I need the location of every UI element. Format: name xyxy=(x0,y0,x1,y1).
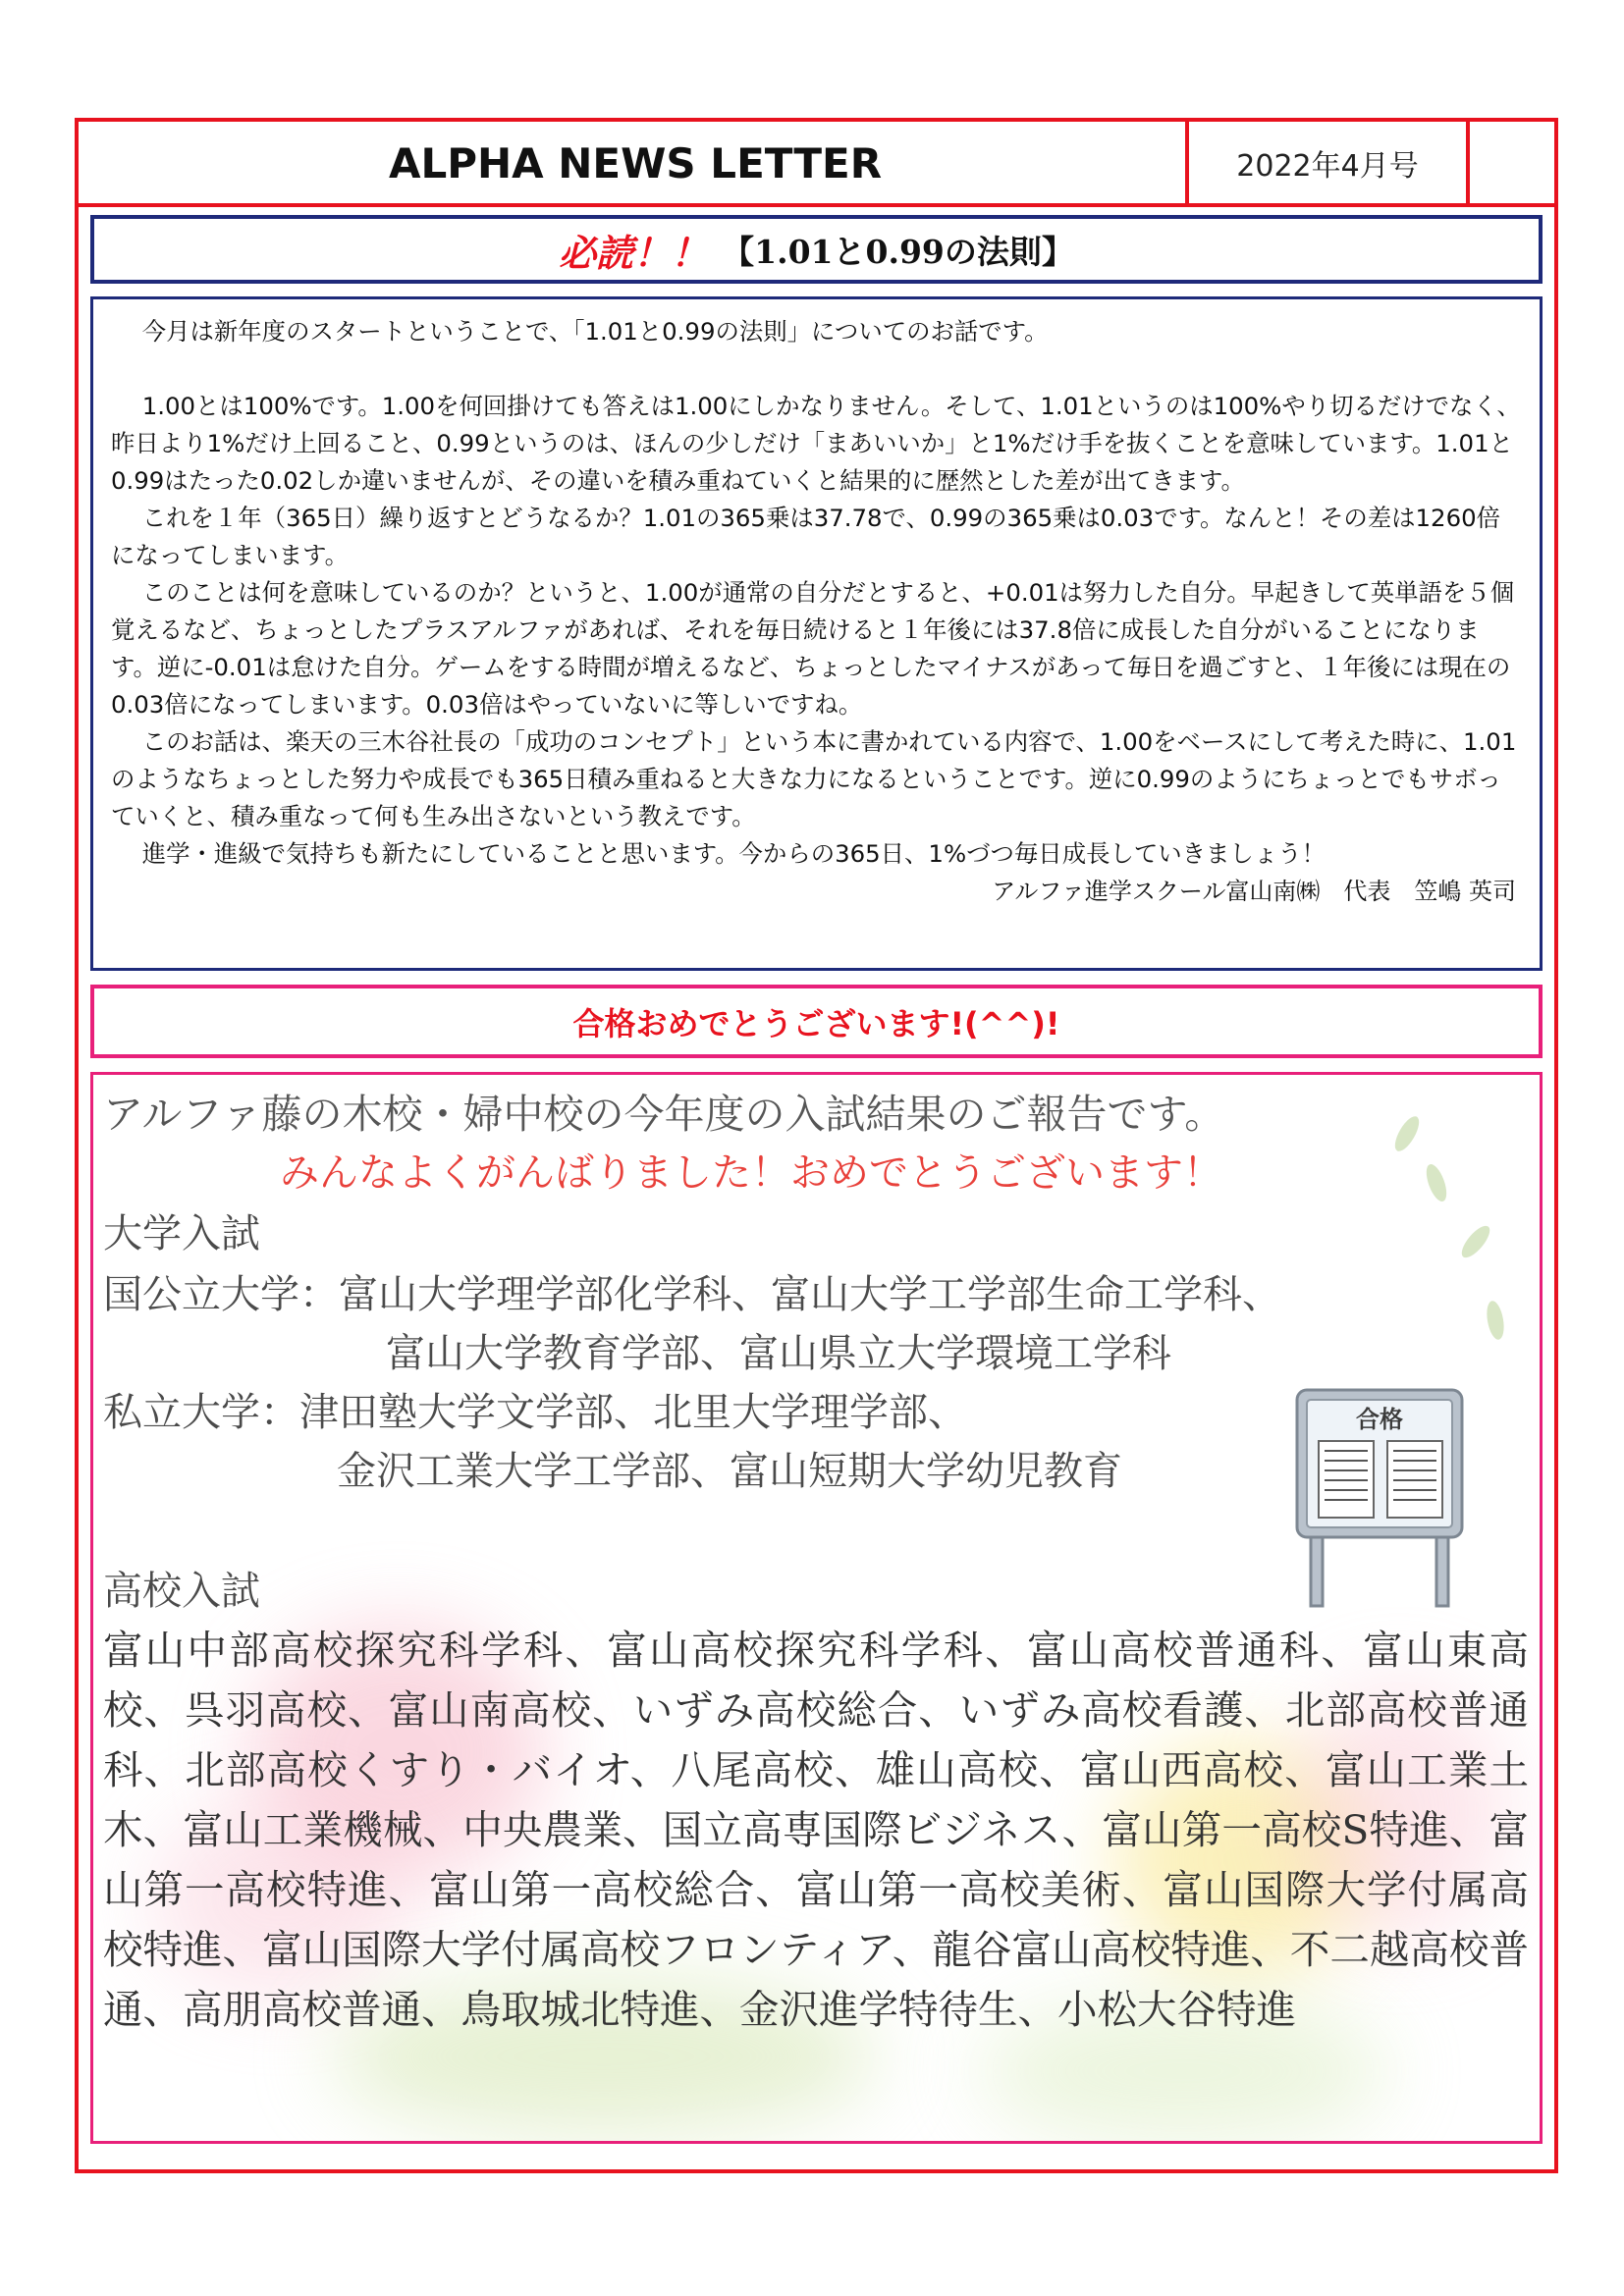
pass-board-icon xyxy=(1291,1386,1468,1612)
leaf-decoration xyxy=(1423,1161,1451,1203)
article-paragraph: これを１年（365日）繰り返すとどうなるか？1.01の365乗は37.78で、0.99の365乗は0.03です。なんと！その差は1260倍になってしまいます。 xyxy=(111,504,1500,569)
article-paragraph: このお話は、楽天の三木谷社長の「成功のコンセプト」という本に書かれている内容で、1.00をベースにして考えた時に、1.01のようなちょっとした努力や成長でも365日積み重ねると大きな力になるということです。逆に0.99のようにちょっとでもサボっていくと、積み重なって何も生み出さないという教えです。 xyxy=(111,727,1517,830)
university-heading: 大学入試 xyxy=(103,1211,260,1256)
highschool-results: 富山中部高校探究科学科、富山高校探究科学科、富山高校普通科、富山東高校、呉羽高校、富山南高校、いずみ高校総合、いずみ高校看護、北部高校普通科、北部高校くすり・バイオ、八尾高校、雄山高校、富山西高校、富山工業土木、富山工業機械、中央農業、国立高専国際ビジネス、富山第一高校S特進、富山第一高校特進、富山第一高校総合、富山第一高校美術、富山国際大学付属高校特進、富山国際大学付属高校フロンティア、龍谷富山高校特進、不二越高校普通、高朋高校普通、鳥取城北特進、金沢進学特待生、小松大谷特進 xyxy=(103,1627,1529,2033)
issue-date: 2022年4月号 xyxy=(1185,118,1470,207)
national-public-results-continued: 富山大学教育学部、富山県立大学環境工学科 xyxy=(386,1331,1171,1376)
leaf-decoration xyxy=(1457,1222,1494,1262)
article-paragraph: 今月は新年度のスタートということで、「1.01と0.99の法則」についてのお話です。 xyxy=(141,317,1049,346)
results-intro: アルファ藤の木校・婦中校の今年度の入試結果のご報告です。 xyxy=(103,1091,1225,1138)
article-heading: 【1.01と0.99の法則】 xyxy=(722,232,1074,271)
article-paragraph: 進学・進級で気持ちも新たにしていることと思います。今からの365日、1%づつ毎日成長していきましょう！ xyxy=(141,839,1326,868)
leaf-decoration xyxy=(1390,1113,1424,1155)
congrats-title-bar: 合格おめでとうございます!(^^)! xyxy=(90,985,1543,1058)
congrats-message: みんなよくがんばりました！おめでとうございます！ xyxy=(280,1150,1222,1196)
article-body xyxy=(90,296,1543,971)
private-university-results-continued: 金沢工業大学工学部、富山短期大学幼児教育 xyxy=(337,1449,1122,1494)
article-title-bar xyxy=(90,215,1543,284)
national-public-results: 国公立大学：富山大学理学部化学科、富山大学工学部生命工学科、 xyxy=(103,1272,1281,1317)
newsletter-title: ALPHA NEWS LETTER xyxy=(388,138,883,187)
board-label: 合格 xyxy=(1356,1406,1403,1433)
leaf-decoration xyxy=(1485,1300,1507,1341)
highschool-heading: 高校入試 xyxy=(103,1569,260,1614)
article-paragraph: 1.00とは100%です。1.00を何回掛けても答えは1.00にしかなりません。そして、1.01というのは100%やり切るだけでなく、昨日より1%だけ上回ること、0.99というのは、ほんの少しだけ「まあいいか」と1%だけ手を抜くことを意味しています。1.01と0.99はたった0.02しか違いませんが、その違いを積み重ねていくと結果的に歴然とした差が出てきます。 xyxy=(111,392,1521,495)
article-paragraph: このことは何を意味しているのか？というと、1.00が通常の自分だとすると、+0.01は努力した自分。早起きして英単語を５個覚えるなど、ちょっとしたプラスアルファがあれば、それを毎日続けると１年後には37.8倍に成長した自分がいることになります。逆に-0.01は怠けた自分。ゲームをする時間が増えるなど、ちょっとしたマイナスがあって毎日を過ごすと、１年後には現在の0.03倍になってしまいます。0.03倍はやっていないに等しいですね。 xyxy=(111,578,1515,719)
signature: アルファ進学スクール富山南㈱ 代表 笠嶋 英司 xyxy=(992,878,1516,905)
must-read-label: 必読！！ xyxy=(559,231,709,275)
private-university-results: 私立大学：津田塾大学文学部、北里大学理学部、 xyxy=(103,1390,967,1435)
